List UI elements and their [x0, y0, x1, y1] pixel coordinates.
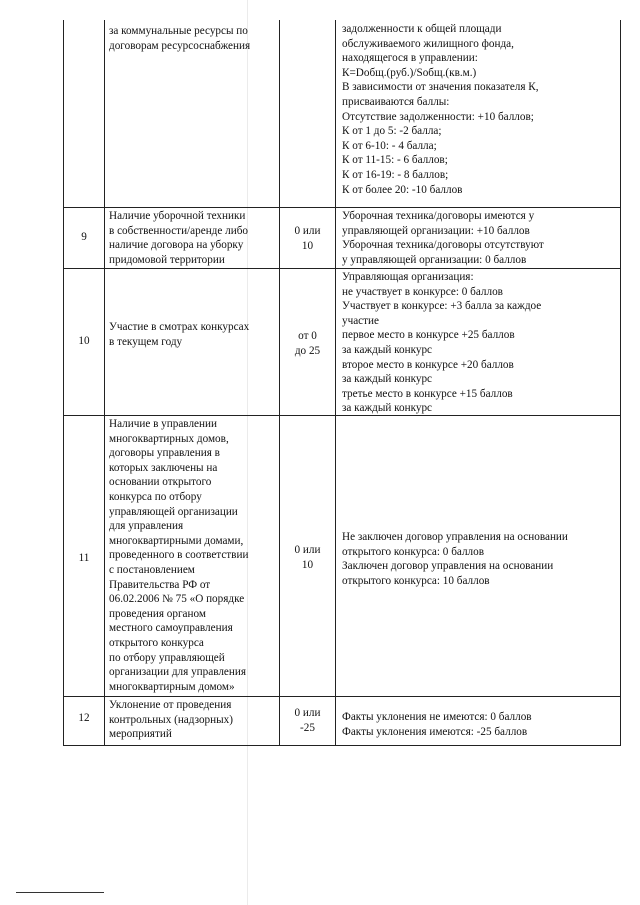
cell-line: 0 или — [294, 544, 321, 556]
cell-line: первое место в конкурсе +25 баллов — [342, 329, 515, 342]
cell-line: за каждый конкурс — [342, 402, 433, 415]
criterion-cell — [109, 698, 277, 742]
cell-line: за каждый конкурс — [342, 373, 433, 386]
cell-line: К от 6-10: - 4 балла; — [342, 139, 437, 152]
cell-line: обслуживаемого жилищного фонда, — [342, 37, 514, 50]
footnote-rule — [16, 892, 104, 893]
cell-line: придомовой территории — [109, 253, 225, 266]
cell-line: наличие договора на уборку — [109, 239, 244, 252]
cell-line: Заключен договор управления на основании — [342, 560, 554, 573]
cell-line: К от более 20: -10 баллов — [342, 183, 463, 196]
table-border-left — [63, 20, 64, 745]
cell-line: Факты уклонения имеются: -25 баллов — [342, 725, 528, 738]
cell-line: 06.02.2006 № 75 «О порядке — [109, 593, 245, 606]
cell-line: К от 1 до 5: -2 балла; — [342, 125, 442, 138]
cell-line: Правительства РФ от — [109, 578, 211, 591]
cell-line: многоквартирными домами, — [109, 534, 244, 547]
cell-line: с постановлением — [109, 563, 195, 576]
scoring-cell — [342, 22, 618, 197]
cell-line: управляющей организации — [109, 505, 238, 518]
cell-line: которых заключены на — [109, 461, 218, 474]
cell-line: второе место в конкурсе +20 баллов — [342, 358, 514, 371]
table-divider-criterion — [279, 20, 280, 745]
criterion-cell — [109, 24, 277, 53]
cell-line: 0 или — [294, 707, 321, 719]
cell-line: третье место в конкурсе +15 баллов — [342, 387, 513, 400]
table-border-right — [620, 20, 621, 745]
row-number: 10 — [78, 335, 90, 347]
table-divider-num — [104, 20, 105, 745]
cell-line: за коммунальные ресурсы по — [109, 25, 248, 37]
cell-line: 10 — [301, 558, 314, 571]
cell-line: В зависимости от значения показателя К, — [342, 81, 539, 94]
cell-line: К от 11-15: - 6 баллов; — [342, 154, 448, 167]
points-cell — [280, 706, 335, 735]
cell-line: в собственности/аренде либо — [109, 224, 248, 237]
cell-line: Наличие уборочной техники — [109, 210, 246, 222]
cell-line: К=Dобщ.(руб.)/Sобщ.(кв.м.) — [342, 66, 477, 79]
cell-line: управляющей организации: +10 баллов — [342, 224, 530, 237]
cell-line: по отбору управляющей — [109, 651, 225, 664]
cell-line: 10 — [301, 239, 314, 252]
cell-line: Участие в смотрах конкурсах — [109, 321, 250, 333]
cell-line: открытого конкурса: 10 баллов — [342, 574, 490, 587]
cell-line: 0 или — [294, 225, 321, 237]
cell-line: Уклонение от проведения — [109, 699, 232, 711]
row-border-9-10 — [63, 268, 621, 269]
cell-line: Факты уклонения не имеются: 0 баллов — [342, 711, 532, 723]
scoring-cell — [342, 710, 618, 739]
cell-line: за каждый конкурс — [342, 343, 433, 356]
cell-line: Уборочная техника/договоры отсутствуют — [342, 239, 544, 252]
criterion-cell — [109, 320, 277, 349]
points-cell — [280, 543, 335, 572]
cell-line: контрольных (надзорных) — [109, 713, 233, 726]
cell-line: Отсутствие задолженности: +10 баллов; — [342, 110, 534, 123]
row-border-8-9 — [63, 207, 621, 208]
cell-line: открытого конкурса — [109, 636, 204, 649]
criterion-cell — [109, 209, 277, 267]
scoring-cell — [342, 270, 618, 416]
cell-line: договорам ресурсоснабжения — [109, 39, 251, 52]
cell-line: многоквартирным домом» — [109, 680, 235, 693]
table-border-bottom — [63, 745, 621, 746]
cell-line: Не заключен договор управления на основании — [342, 531, 568, 543]
criterion-cell — [109, 417, 277, 694]
row-number: 9 — [81, 231, 87, 243]
cell-line: задолженности к общей площади — [342, 23, 502, 35]
cell-line: -25 — [300, 721, 315, 734]
cell-line: у управляющей организации: 0 баллов — [342, 253, 527, 266]
cell-line: Участвует в конкурсе: +3 балла за каждое — [342, 300, 542, 313]
points-cell — [280, 224, 335, 253]
row-number: 12 — [78, 712, 90, 724]
scoring-cell — [342, 209, 618, 267]
cell-line: участие — [342, 314, 379, 327]
cell-line: Наличие в управлении — [109, 418, 217, 430]
cell-line: мероприятий — [109, 728, 172, 741]
row-number: 11 — [78, 552, 90, 564]
cell-line: проведенного в соответствии — [109, 549, 249, 562]
cell-line: Управляющая организация: — [342, 271, 474, 283]
cell-line: от 0 — [298, 330, 317, 342]
cell-line: не участвует в конкурсе: 0 баллов — [342, 285, 503, 298]
points-cell — [280, 329, 335, 358]
scoring-cell — [342, 530, 618, 588]
cell-line: основании открытого — [109, 476, 212, 489]
cell-line: договоры управления в — [109, 447, 220, 460]
cell-line: конкурса по отбору — [109, 490, 202, 503]
cell-line: в текущем году — [109, 335, 183, 348]
row-border-11-12 — [63, 696, 621, 697]
cell-line: местного самоуправления — [109, 622, 233, 635]
cell-line: открытого конкурса: 0 баллов — [342, 545, 484, 558]
cell-line: присваиваются баллы: — [342, 95, 450, 108]
cell-line: для управления — [109, 520, 184, 533]
cell-line: Уборочная техника/договоры имеются у — [342, 210, 535, 222]
cell-line: находящегося в управлении: — [342, 52, 478, 65]
cell-line: проведения органом — [109, 607, 206, 620]
cell-line: организации для управления — [109, 666, 247, 679]
table-divider-points — [335, 20, 336, 745]
cell-line: многоквартирных домов, — [109, 432, 229, 445]
cell-line: до 25 — [294, 344, 321, 357]
cell-line: К от 16-19: - 8 баллов; — [342, 168, 449, 181]
